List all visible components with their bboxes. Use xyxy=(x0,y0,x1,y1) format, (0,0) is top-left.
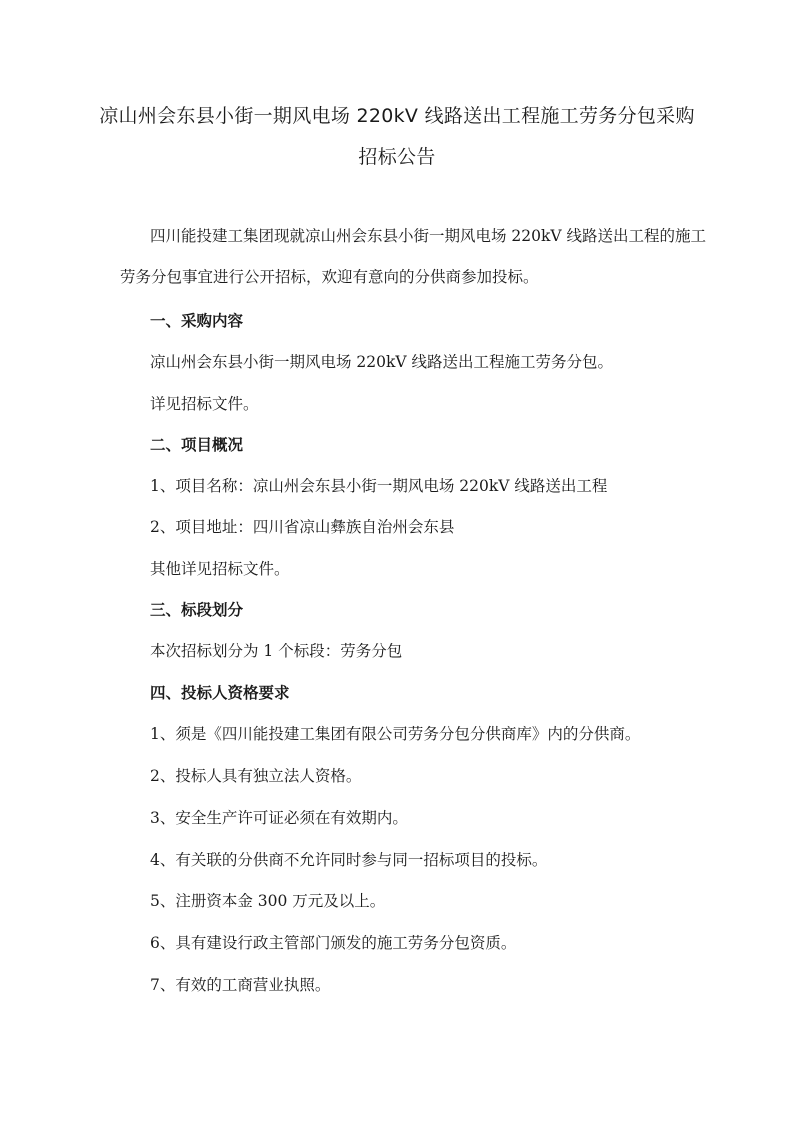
qualification-item: 1、须是《四川能投建工集团有限公司劳务分包分供商库》内的分供商。 xyxy=(150,725,641,743)
lot-division-line: 本次招标划分为 1 个标段：劳务分包 xyxy=(150,642,403,660)
qualification-item: 3、安全生产许可证必须在有效期内。 xyxy=(150,809,408,827)
section-heading-project-overview: 二、项目概况 xyxy=(150,436,244,454)
qualification-item: 6、具有建设行政主管部门颁发的施工劳务分包资质。 xyxy=(150,934,517,952)
qualification-item: 7、有效的工商营业执照。 xyxy=(150,976,331,994)
procurement-content-line: 凉山州会东县小街一期风电场 220kV 线路送出工程施工劳务分包。 xyxy=(150,353,614,371)
procurement-content-line: 详见招标文件。 xyxy=(150,395,259,413)
section-heading-lot-division: 三、标段划分 xyxy=(150,601,244,619)
qualification-item: 5、注册资本金 300 万元及以上。 xyxy=(150,892,386,910)
section-heading-bidder-qualifications: 四、投标人资格要求 xyxy=(150,684,290,702)
intro-paragraph-line-1: 四川能投建工集团现就凉山州会东县小街一期风电场 220kV 线路送出工程的施工 xyxy=(150,227,707,245)
document-subtitle: 招标公告 xyxy=(358,146,436,168)
section-heading-procurement-content: 一、采购内容 xyxy=(150,312,244,330)
intro-paragraph-line-2: 劳务分包事宜进行公开招标，欢迎有意向的分供商参加投标。 xyxy=(120,268,539,286)
project-overview-line: 2、项目地址：四川省凉山彝族自治州会东县 xyxy=(150,518,455,536)
qualification-item: 4、有关联的分供商不允许同时参与同一招标项目的投标。 xyxy=(150,851,548,869)
document-title: 凉山州会东县小街一期风电场 220kV 线路送出工程施工劳务分包采购 xyxy=(99,105,695,127)
qualification-item: 2、投标人具有独立法人资格。 xyxy=(150,767,362,785)
project-overview-line: 1、项目名称：凉山州会东县小街一期风电场 220kV 线路送出工程 xyxy=(150,477,608,495)
project-overview-line: 其他详见招标文件。 xyxy=(150,560,290,578)
